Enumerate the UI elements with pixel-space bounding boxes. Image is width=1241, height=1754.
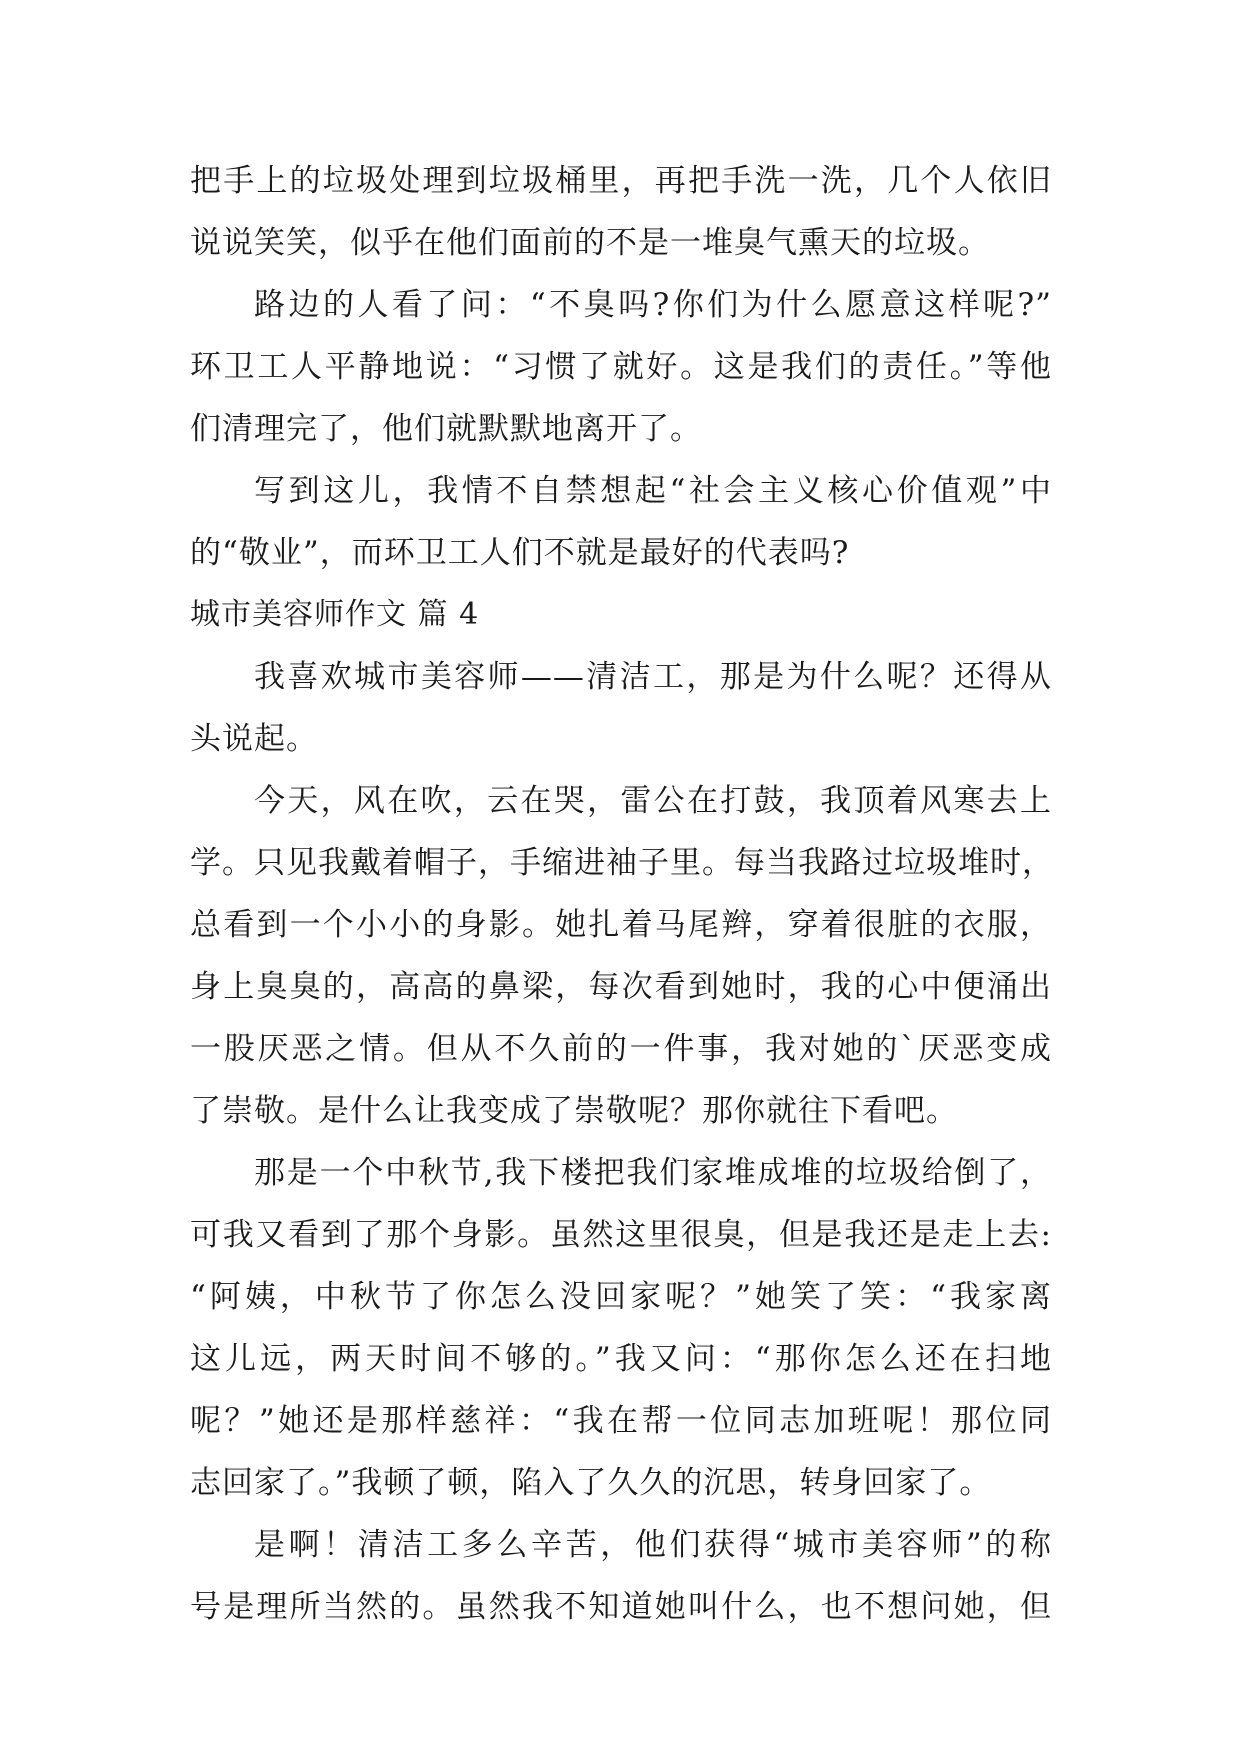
text-line: 志回家了。”我顿了顿，陷入了久久的沉思，转身回家了。 (190, 1465, 992, 1501)
text-line: 了崇敬。是什么让我变成了崇敬呢？那你就往下看吧。 (190, 1093, 958, 1129)
text-line: 说说笑笑，似乎在他们面前的不是一堆臭气熏天的垃圾。 (190, 225, 990, 261)
text-line: 学。只见我戴着帽子，手缩进袖子里。每当我路过垃圾堆时， (190, 845, 1054, 881)
text-line: 是啊！清洁工多么辛苦，他们获得“城市美容师”的称 (254, 1527, 1052, 1563)
text-line: 路边的人看了问：“不臭吗?你们为什么愿意这样呢?” (254, 287, 1052, 323)
document-page (190, 150, 1052, 1638)
text-line: 一股厌恶之情。但从不久前的一件事，我对她的`厌恶变成 (190, 1031, 1052, 1067)
text-line: 我喜欢城市美容师——清洁工，那是为什么呢？还得从 (254, 659, 1052, 695)
document-body (190, 150, 1052, 1638)
text-line: 那是一个中秋节,我下楼把我们家堆成堆的垃圾给倒了， (254, 1155, 1052, 1191)
text-line: 可我又看到了那个身影。虽然这里很臭，但是我还是走上去: (190, 1217, 1052, 1253)
text-line: “阿姨，中秋节了你怎么没回家呢？”她笑了笑：“我家离 (190, 1279, 1052, 1315)
text-line: 们清理完了，他们就默默地离开了。 (190, 411, 702, 447)
text-line: 呢？”她还是那样慈祥：“我在帮一位同志加班呢！那位同 (190, 1403, 1052, 1439)
text-line: 号是理所当然的。虽然我不知道她叫什么，也不想问她，但 (190, 1589, 1052, 1625)
text-line: 总看到一个小小的身影。她扎着马尾辫，穿着很脏的衣服， (190, 907, 1052, 943)
section-heading: 城市美容师作文 篇 4 (190, 597, 480, 632)
text-line: 今天，风在吹，云在哭，雷公在打鼓，我顶着风寒去上 (254, 783, 1052, 819)
text-line: 写到这儿，我情不自禁想起“社会主义核心价值观”中 (254, 473, 1052, 509)
text-line: 把手上的垃圾处理到垃圾桶里，再把手洗一洗，几个人依旧 (190, 163, 1052, 199)
text-line: 这儿远，两天时间不够的。”我又问：“那你怎么还在扫地 (190, 1341, 1052, 1377)
text-line: 的“敬业”，而环卫工人们不就是最好的代表吗? (190, 535, 850, 571)
text-line: 身上臭臭的，高高的鼻梁，每次看到她时，我的心中便涌出 (190, 969, 1052, 1005)
text-line: 头说起。 (190, 721, 318, 757)
text-line: 环卫工人平静地说：“习惯了就好。这是我们的责任。”等他 (190, 349, 1052, 385)
